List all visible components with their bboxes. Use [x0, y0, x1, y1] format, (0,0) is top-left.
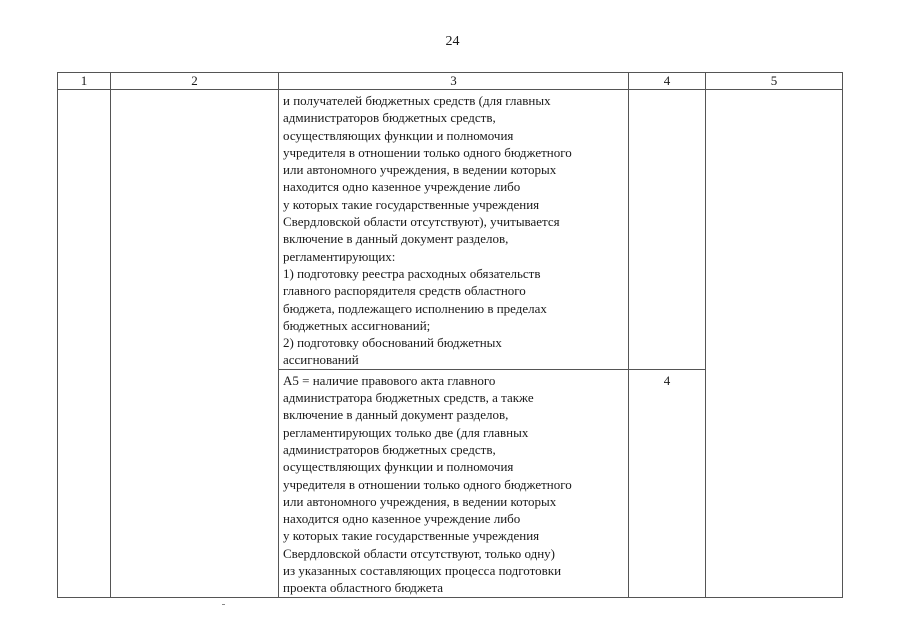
header-row [58, 73, 843, 90]
header-col-3: 3 [279, 73, 629, 90]
cell-text [706, 90, 842, 92]
scan-mark [222, 604, 225, 605]
cell-col-3 [279, 90, 629, 370]
cell-text [58, 90, 110, 92]
header-col-4: 4 [629, 73, 706, 90]
cell-text [111, 90, 278, 92]
cell-col-3 [279, 369, 629, 597]
header-col-1: 1 [58, 73, 111, 90]
header-col-2: 2 [111, 73, 279, 90]
cell-col-4 [629, 369, 706, 597]
header-col-5: 5 [706, 73, 843, 90]
cell-col-1 [58, 90, 111, 598]
cell-col-2 [111, 90, 279, 598]
cell-col-4 [629, 90, 706, 370]
criterion-description: А5 = наличие правового акта главного администратора бюджетных средств, а также включение в данный документ разделов, регламентирующих только две (для главных администраторов бюджетных средств, осуществляющих функции и полномочия учредителя в отношении только одного бюджетного или автономного учреждения, в ведении которых находится одно казенное учреждение либо у которых такие государственные учреждения Свердловской области отсутствуют, только одну) из указанных составляющих процесса подготовки проекта областного бюджета [283, 372, 572, 596]
page-number: 24 [445, 34, 460, 49]
criterion-description: и получателей бюджетных средств (для главных администраторов бюджетных средств, осуществляющих функции и полномочия учредителя в отношении только одного бюджетного или автономного учреждения, в ведении которых находится одно казенное учреждение либо у которых такие государственные учреждения Свердловской области отсутствуют), учитывается включение в данный документ разделов, регламентирующих: 1) подготовку реестра расходных обязательств главного распорядителя средств областного бюджета, подлежащего исполнению в пределах бюджетных ассигнований; 2) подготовку обоснований бюджетных ассигнований [283, 93, 572, 368]
score-value [629, 90, 705, 92]
score-value: 4 [663, 372, 671, 388]
criteria-table [57, 72, 843, 598]
cell-col-5 [706, 90, 843, 598]
table-row [58, 90, 843, 370]
